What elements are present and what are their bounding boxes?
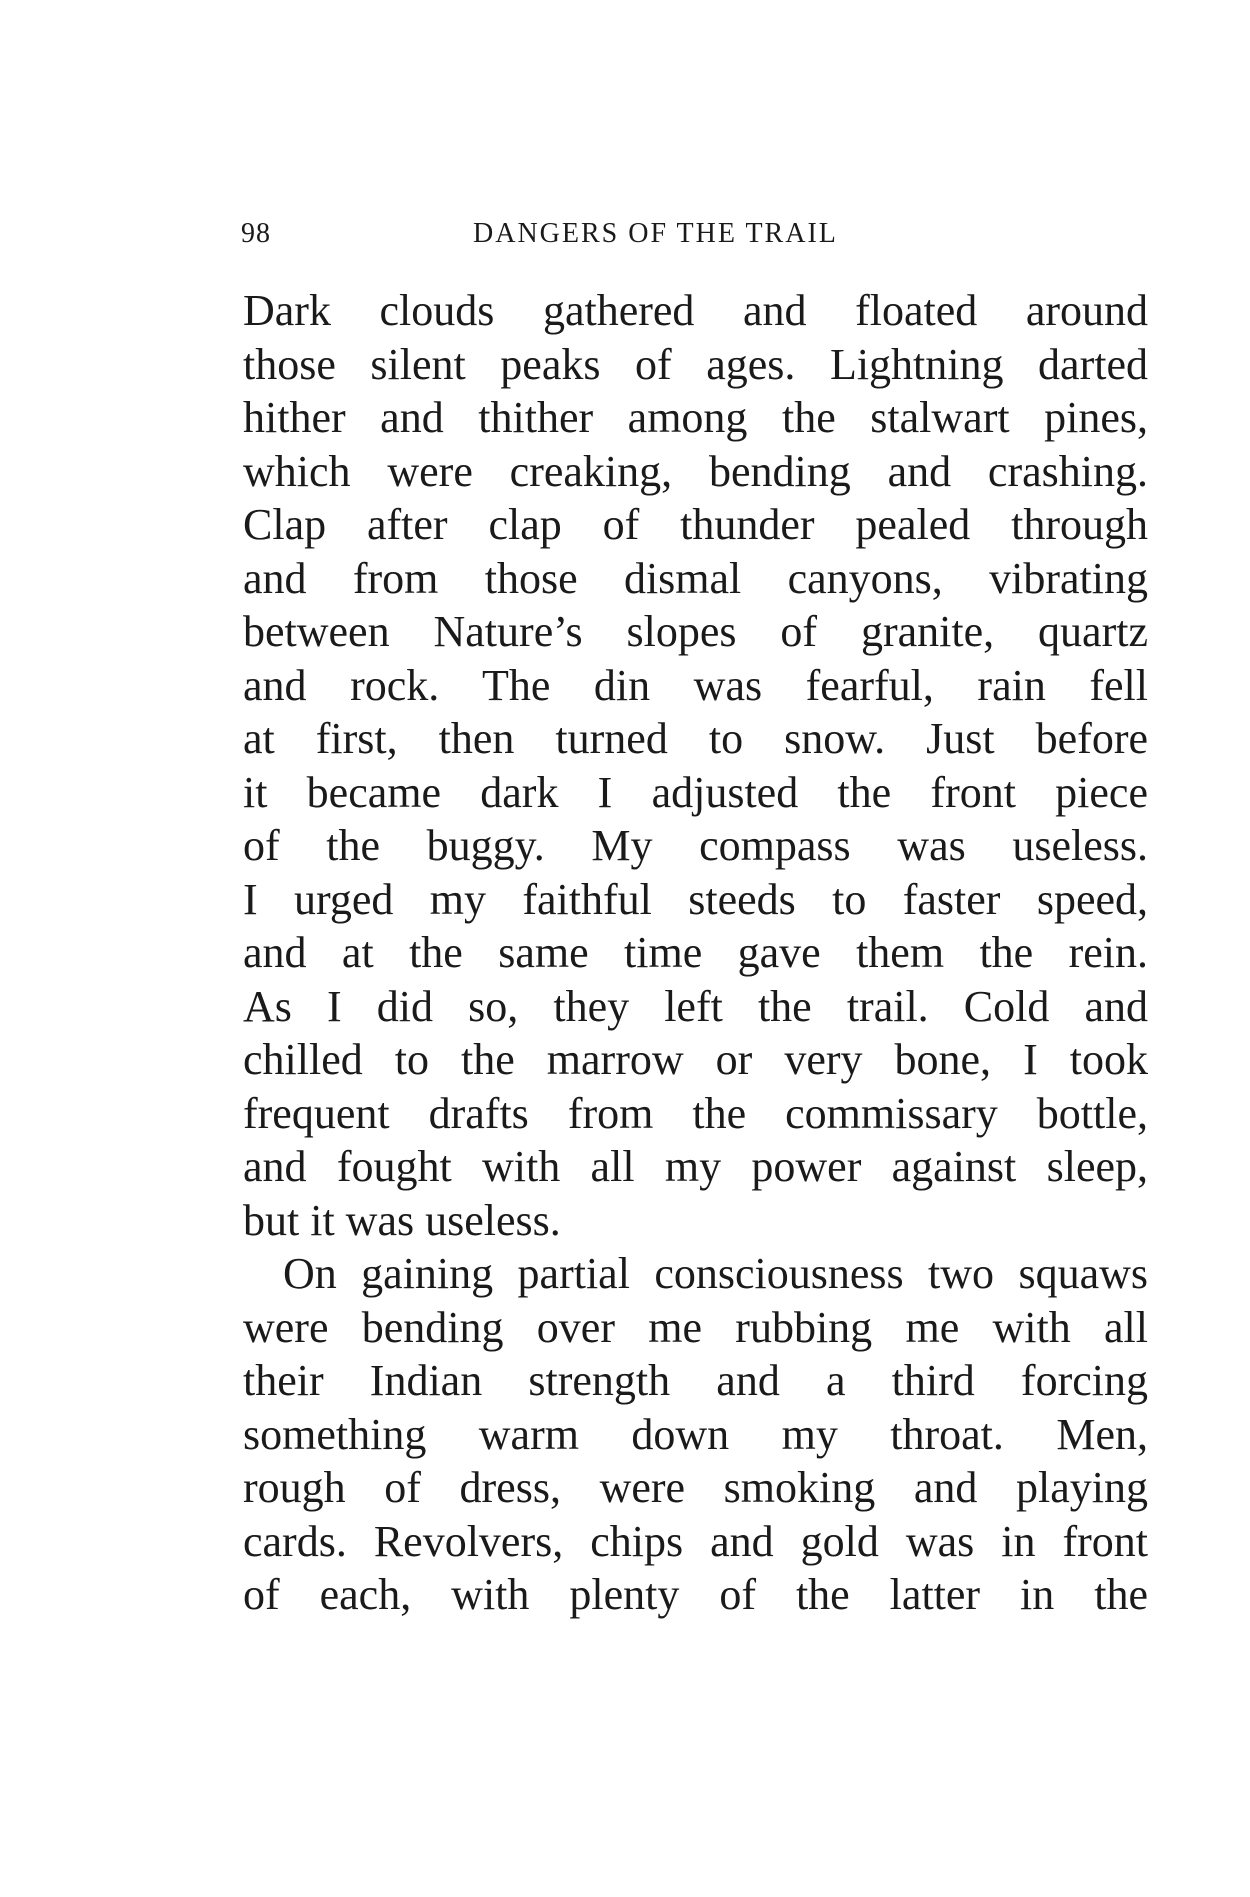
text-line: frequent drafts from the commissary bottle, — [243, 1088, 1148, 1138]
text-line: those silent peaks of ages. Lightning darted — [243, 339, 1148, 389]
text-line: which were creaking, bending and crashing. — [243, 446, 1148, 496]
running-head — [241, 218, 921, 258]
text-line: Clap after clap of thunder pealed through — [243, 500, 1148, 549]
text-line: but it was useless. — [243, 1195, 561, 1245]
text-line: and at the same time gave them the rein. — [243, 928, 1148, 977]
text-line: rough of dress, were smoking and playing — [243, 1463, 1148, 1512]
text-line: hither and thither among the stalwart pines, — [243, 393, 1148, 442]
text-line: at first, then turned to snow. Just before — [243, 714, 1148, 763]
text-line: something warm down my throat. Men, — [243, 1409, 1148, 1459]
body-text — [243, 284, 1148, 1622]
text-line: Dark clouds gathered and floated around — [243, 286, 1148, 335]
text-line: their Indian strength and a third forcing — [243, 1356, 1148, 1405]
text-line: and fought with all my power against sleep, — [243, 1142, 1148, 1191]
running-title: DANGERS OF THE TRAIL — [473, 218, 838, 249]
text-line: As I did so, they left the trail. Cold and — [243, 981, 1148, 1031]
page-number: 98 — [241, 218, 271, 249]
text-line: On gaining partial consciousness two squaws — [283, 1249, 1148, 1298]
text-line: cards. Revolvers, chips and gold was in front — [243, 1516, 1148, 1566]
text-line: and rock. The din was fearful, rain fell — [243, 660, 1148, 710]
text-line: of the buggy. My compass was useless. — [243, 821, 1148, 870]
text-line: were bending over me rubbing me with all — [243, 1302, 1148, 1352]
text-line: and from those dismal canyons, vibrating — [243, 553, 1148, 603]
text-line: of each, with plenty of the latter in the — [243, 1570, 1148, 1619]
text-line: chilled to the marrow or very bone, I took — [243, 1035, 1148, 1084]
text-line: it became dark I adjusted the front piece — [243, 767, 1148, 817]
text-line: between Nature’s slopes of granite, quartz — [243, 607, 1148, 656]
paragraph-2 — [243, 1247, 1148, 1622]
paragraph-1 — [243, 284, 1148, 1247]
text-line: I urged my faithful steeds to faster speed, — [243, 874, 1148, 924]
